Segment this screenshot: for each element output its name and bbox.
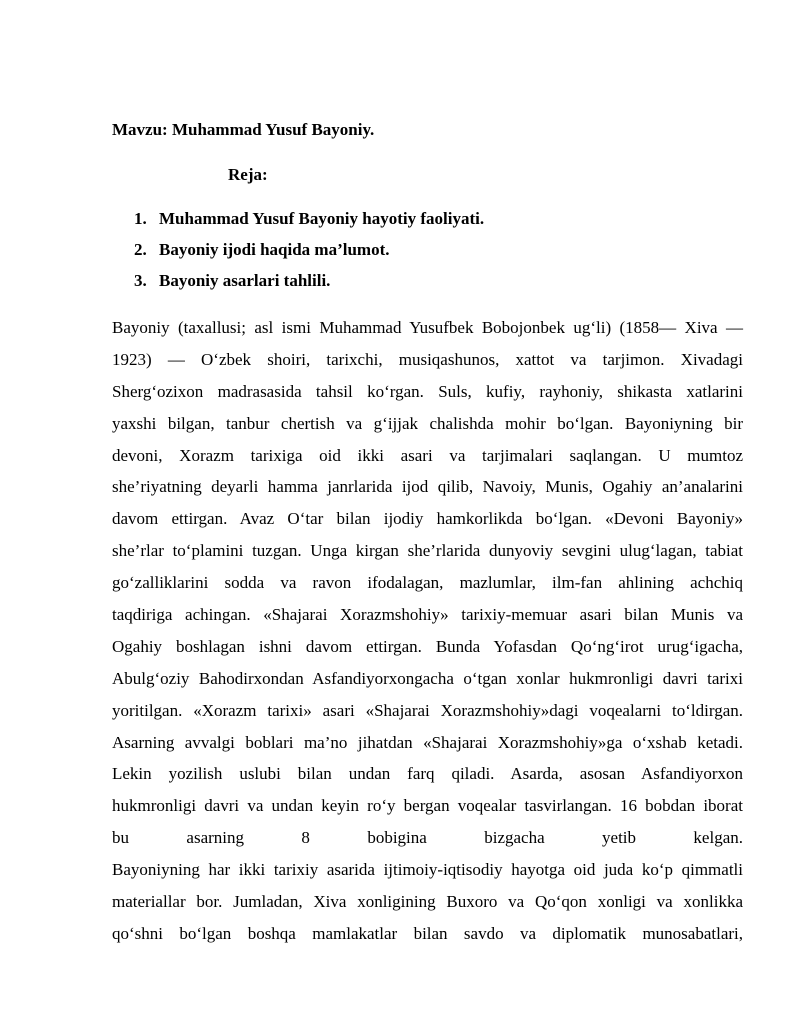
- plan-list: [134, 208, 484, 301]
- paragraph-line: Sherg‘ozixon madrasasida tahsil ko‘rgan. Suls, kufiy, rayhoniy, shikasta xatlarini: [112, 381, 743, 401]
- plan-item: [134, 270, 484, 301]
- paragraph-line: davom ettirgan. Avaz O‘tar bilan ijodiy hamkorlikda bo‘lgan. «Devoni Bayoniy»: [112, 509, 743, 529]
- paragraph-line: Bayoniy (taxallusi; asl ismi Muhammad Yusufbek Bobojonbek ug‘li) (1858— Xiva —: [112, 318, 743, 337]
- plan-item-text: Bayoniy asarlari tahlili.: [159, 271, 331, 290]
- paragraph-line: Asarning avvalgi boblari ma’no jihatdan «Shajarai Xorazmshohiy»ga o‘xshab ketadi.: [112, 732, 743, 752]
- paragraph-line: taqdiriga achingan. «Shajarai Xorazmshohiy» tarixiy-memuar asari bilan Munis va: [112, 605, 743, 625]
- paragraph-line: Abulg‘oziy Bahodirxondan Asfandiyorxongacha o‘tgan xonlar hukmronligi davri tarixi: [112, 668, 743, 688]
- paragraph-line: Ogahiy boshlagan ishni davom ettirgan. Bunda Yofasdan Qo‘ng‘irot urug‘igacha,: [112, 636, 743, 656]
- paragraph-line: materiallar bor. Jumladan, Xiva xonligining Buxoro va Qo‘qon xonligi va xonlikka: [112, 892, 743, 912]
- paragraph-line: devoni, Xorazm tarixiga oid ikki asari va tarjimalari saqlangan. U mumtoz: [112, 445, 743, 465]
- plan-item-number: 1.: [134, 209, 147, 228]
- plan-item: [134, 239, 484, 270]
- paragraph-line: Lekin yozilish uslubi bilan undan farq qiladi. Asarda, asosan Asfandiyorxon: [112, 764, 743, 784]
- plan-item-text: Muhammad Yusuf Bayoniy hayotiy faoliyati.: [159, 209, 485, 228]
- document-topic: Mavzu: Muhammad Yusuf Bayoniy.: [112, 120, 375, 139]
- paragraph-line: hukmronligi davri va undan keyin ro‘y bergan voqealar tasvirlangan. 16 bobdan iborat: [112, 796, 743, 816]
- paragraph-line: yoritilgan. «Xorazm tarixi» asari «Shajarai Xorazmshohiy»dagi voqealarni to‘ldirgan.: [112, 700, 743, 720]
- plan-item-number: 2.: [134, 240, 147, 259]
- paragraph-line: qo‘shni bo‘lgan boshqa mamlakatlar bilan savdo va diplomatik munosabatlari,: [112, 923, 743, 943]
- plan-item-number: 3.: [134, 271, 147, 290]
- paragraph-line: yaxshi bilgan, tanbur chertish va g‘ijjak chalishda mohir bo‘lgan. Bayoniyning bir: [112, 413, 743, 433]
- plan-item: [134, 208, 484, 239]
- paragraph-line: 1923) — O‘zbek shoiri, tarixchi, musiqashunos, xattot va tarjimon. Xivadagi: [112, 349, 743, 369]
- paragraph-line: bu asarning 8 bobigina bizgacha yetib kelgan.: [112, 828, 743, 848]
- body-paragraph: [112, 314, 743, 952]
- paragraph-line: she’riyatning deyarli hamma janrlarida ijod qilib, Navoiy, Munis, Ogahiy an’analarini: [112, 477, 743, 497]
- paragraph-line: Bayoniyning har ikki tarixiy asarida ijtimoiy-iqtisodiy hayotga oid juda ko‘p qimmatli: [112, 860, 743, 880]
- plan-title: Reja:: [228, 165, 268, 184]
- plan-item-text: Bayoniy ijodi haqida ma’lumot.: [159, 240, 390, 259]
- paragraph-line: she’rlar to‘plamini tuzgan. Unga kirgan she’rlarida dunyoviy sevgini ulug‘lagan, tabiat: [112, 541, 743, 561]
- paragraph-line: go‘zalliklarini sodda va ravon ifodalagan, mazlumlar, ilm-fan ahlining achchiq: [112, 573, 743, 593]
